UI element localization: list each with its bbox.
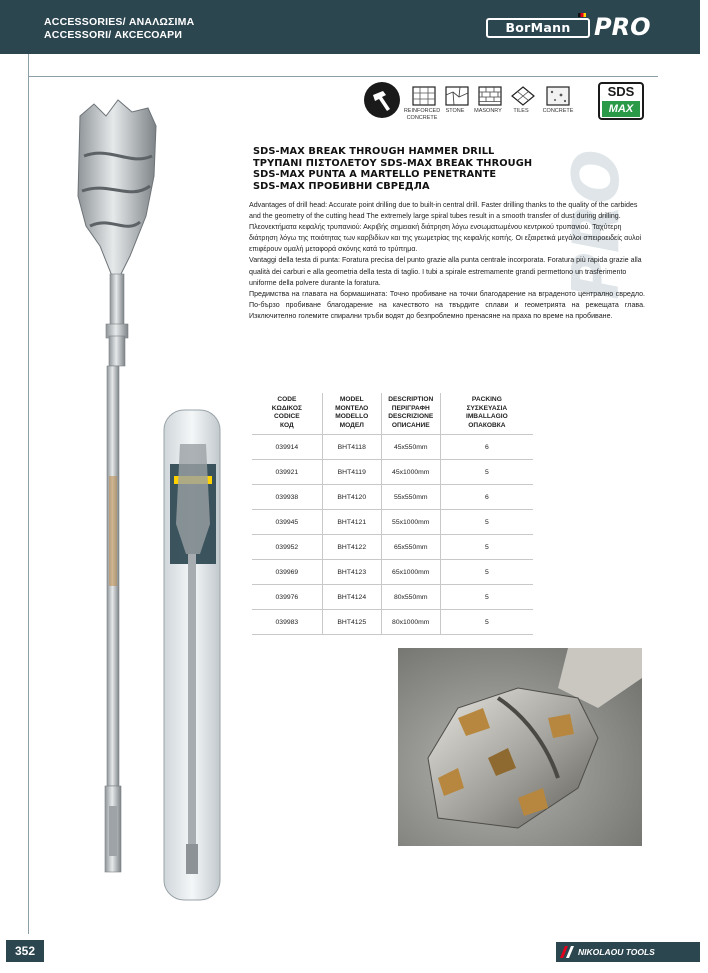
header-line: MODELLO: [335, 413, 369, 421]
header-line: MODEL: [339, 396, 364, 403]
cell-packing: 5: [440, 560, 533, 585]
header-line: IMBALLAGIO: [465, 413, 508, 421]
product-title-en: SDS-MAX BREAK THROUGH HAMMER DRILL: [253, 146, 495, 157]
category-title-line2: ACCESSORI/ АКСЕСОАРИ: [44, 29, 183, 41]
reinforced-concrete-icon: [412, 86, 436, 106]
brand-logo: [486, 18, 590, 38]
cell-code: 039945: [252, 510, 322, 535]
material-label-tiles: TILES: [513, 108, 529, 114]
brand-name: BorMann: [505, 20, 571, 35]
material-label-concrete: CONCRETE: [542, 108, 574, 114]
pro-watermark: [560, 149, 708, 330]
cell-code: 039969: [252, 560, 322, 585]
header-line: CODICE: [274, 413, 300, 421]
table-row: [252, 585, 533, 610]
table-header-row: [252, 393, 533, 435]
cell-packing: 6: [440, 435, 533, 460]
brand-suffix: PRO: [594, 13, 651, 41]
material-label-masonry: MASONRY: [474, 108, 502, 114]
header-line: DESCRIZIONE: [388, 413, 434, 421]
product-title-bg: SDS-MAX ПРОБИВНИ СВРЕДЛА: [253, 180, 430, 192]
cell-model: BHT4119: [322, 460, 381, 485]
header-line: ΜΟΝΤΕΛΟ: [335, 404, 369, 412]
masonry-icon: [478, 86, 502, 106]
svg-text:PRO: PRO: [560, 149, 634, 300]
cell-packing: 5: [440, 610, 533, 635]
table-row: [252, 560, 533, 585]
badge-top-text: SDS: [607, 84, 635, 99]
cell-packing: 5: [440, 510, 533, 535]
table-row: [252, 485, 533, 510]
header-line: ΚΩΔΙΚΟΣ: [271, 404, 302, 412]
cell-description: 45x1000mm: [381, 460, 440, 485]
header-line: CODE: [277, 396, 297, 403]
product-description: [249, 200, 645, 322]
cell-model: BHT4118: [322, 435, 381, 460]
cell-code: 039976: [252, 585, 322, 610]
packaged-drill-image: [150, 404, 240, 904]
col-header-packing: [440, 393, 533, 435]
cell-description: 80x550mm: [381, 585, 440, 610]
table-row: [252, 610, 533, 635]
cell-description: 65x1000mm: [381, 560, 440, 585]
cell-model: BHT4124: [322, 585, 381, 610]
col-header-description: [381, 393, 440, 435]
cell-description: 55x550mm: [381, 485, 440, 510]
cell-packing: 5: [440, 460, 533, 485]
table-row: [252, 460, 533, 485]
cell-code: 039983: [252, 610, 322, 635]
category-title-line1: ACCESSORIES/ ΑΝΑΛΩΣΙΜΑ: [44, 16, 195, 28]
cell-model: BHT4121: [322, 510, 381, 535]
description-it: Vantaggi della testa di punta: Foratura precisa del punto grazie alla punta centrale incorporata. Foratura più rapida grazie alla qualità dei carburi e alla geometria della testa di taglio. I tubi a spirale estremamente grandi permettono un trasferimento uniforme della polvere durante la foratura.: [249, 256, 642, 287]
header-line: ОПИСАНИЕ: [391, 421, 430, 429]
cell-packing: 6: [440, 485, 533, 510]
description-el: Πλεονεκτήματα κεφαλής τρυπανιού: Ακριβής σημειακή διάτρηση λόγω ενσωματωμένου κεντρικού τρυπανιού. Ταχύτερη διάτρηση λόγω της ποιότητας των καρβιδίων και της γεωμετρίας της κεφαλής κοπής. Οι εξαιρετικά μεγάλοι σπειροειδείς αυλοί επιφέρουν ομαλή μεταφορά σκόνης κατά το τρύπημα.: [249, 223, 642, 254]
cell-code: 039921: [252, 460, 322, 485]
table-row: [252, 510, 533, 535]
badge-bottom-text: MAX: [602, 101, 640, 117]
table-row: [252, 535, 533, 560]
product-title-it: SDS-MAX PUNTA A MARTELLO PENETRANTE: [253, 169, 497, 180]
col-header-model: [322, 393, 381, 435]
cell-description: 65x550mm: [381, 535, 440, 560]
header-line: ОПАКОВКА: [468, 421, 506, 429]
header-line: ΠΕΡΙΓΡΑΦΗ: [391, 404, 430, 412]
cell-code: 039952: [252, 535, 322, 560]
header-line: PACKING: [471, 396, 502, 403]
cell-description: 80x1000mm: [381, 610, 440, 635]
cell-model: BHT4125: [322, 610, 381, 635]
material-label-stone: STONE: [445, 108, 465, 114]
material-label-reinforced-concrete: REINFORCED CONCRETE: [403, 108, 441, 121]
description-bg: Предимства на главата на бормашината: Точно пробиване на точки благодарение на вграденото централно свредло. По-бързо пробиване благодарение на качеството на твърдите сплави и геометрията на режещата глава. Изключително големите спирални тръби водят до безпроблемно пренасяне на праха по време на пробиване.: [249, 289, 645, 320]
cell-packing: 5: [440, 535, 533, 560]
product-title-el: ΤΡΥΠΑΝΙ ΠΙΣΤΟΛΕΤΟΥ SDS-MAX BREAK THROUGH: [253, 157, 533, 169]
footer-brand-text: NIKOLAOU TOOLS: [578, 947, 655, 957]
header-line: DESCRIPTION: [388, 396, 434, 403]
cell-model: BHT4123: [322, 560, 381, 585]
col-header-code: [252, 393, 322, 435]
cell-model: BHT4122: [322, 535, 381, 560]
frame-line-horizontal: [28, 76, 658, 77]
drill-head-closeup-image: [398, 648, 642, 846]
header-line: ΣΥΣΚΕΥΑΣΙΑ: [466, 404, 508, 412]
table-row: [252, 435, 533, 460]
hammer-icon: [364, 82, 400, 118]
tiles-icon: [511, 86, 535, 106]
cell-code: 039938: [252, 485, 322, 510]
header-line: КОД: [279, 421, 294, 429]
brand-flag-icon: [578, 13, 586, 17]
cell-code: 039914: [252, 435, 322, 460]
cell-model: BHT4120: [322, 485, 381, 510]
nikolaou-logo-icon: [560, 946, 574, 958]
cell-description: 55x1000mm: [381, 510, 440, 535]
sds-max-badge: [598, 82, 644, 120]
cell-description: 45x550mm: [381, 435, 440, 460]
frame-line-vertical: [28, 54, 29, 934]
description-en: Advantages of drill head: Accurate point drilling due to built-in central drill. Faster drilling thanks to the quality of the carbides and the geometry of the cutting head The extremely large spiral tubes result in a smooth transfer of dust during drilling.: [249, 201, 638, 221]
cell-packing: 5: [440, 585, 533, 610]
page-number: 352: [6, 940, 44, 962]
concrete-icon: [546, 86, 570, 106]
header-line: МОДЕЛ: [339, 421, 364, 429]
product-spec-table: [252, 393, 533, 635]
stone-icon: [445, 86, 469, 106]
